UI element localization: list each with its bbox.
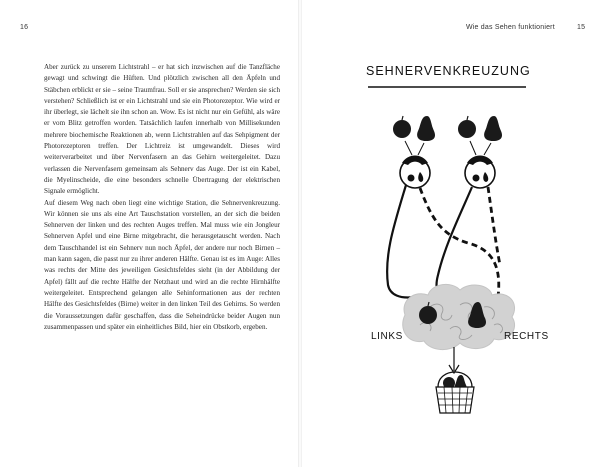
paragraph-2: Auf diesem Weg nach oben liegt eine wichtige Station, die Sehnervenkreuzung. Wir können sie uns als eine Art Tauschstation vorstellen, an der sich die beiden Sehnerven der linken und des rechten Auges treffen. Mal muss wie ein Jongleur Sehnerven Apfel und eine Birne mitgebracht, die herausgetauscht werden. Nach dem Tauschhandel ist ein Sehnerv nun noch Äpfel, der andere nur noch Birnen – man kann sagen, die passt nur zu ihrer anderen Hälfte. Genau ist es im Auge: Alles was rechts der Mitte des jeweiligen Gesichtsfeldes sieht (in der Abbildung der Apfel) fällt auf die rechte Hälfte der Netzhaut und wird an die rechte Hirnhälfte weitergeleitet. Entsprechend gelangen alle Sehinformationen aus der rechten Hälfte des Gesichtsfeldes (Birne) weiter in den linken Teil des Gehirns. So werden die Voraussetzungen dafür geschaffen, dass die Seheindrücke beider Augen nun zusammenpassen und später ein einheitliches Bild, hier ein Obstkorb, ergeben. [44, 198, 280, 331]
body-text [44, 62, 280, 333]
right-eye-icon [465, 155, 495, 188]
brain-icon [403, 284, 515, 349]
nerve-dashed-paths [420, 187, 500, 297]
right-page-number: 15 [577, 24, 586, 31]
fruit-basket-icon [436, 372, 474, 413]
figure-title: SEHNERVENKREUZUNG [366, 64, 531, 78]
left-fruit-pair-icon [393, 116, 435, 141]
book-gutter [298, 0, 302, 467]
nerve-solid-paths [387, 185, 472, 300]
right-fruit-pair-icon [458, 116, 502, 141]
left-page-number: 16 [20, 24, 29, 31]
running-title: Wie das Sehen funktioniert [466, 24, 555, 31]
down-arrow-icon [449, 347, 459, 373]
label-right: RECHTS [504, 331, 549, 342]
light-ray-arrows [405, 141, 491, 155]
optic-chiasm-diagram [360, 85, 550, 420]
left-eye-icon [400, 155, 430, 188]
label-left: LINKS [371, 331, 403, 342]
paragraph-1: Aber zurück zu unserem Lichtstrahl – er hat sich inzwischen auf die Tanzfläche gewagt und schwingt die Hüften. Und plötzlich zwischen all den Äpfeln und Stäbchen erblickt er sie – seine Traumfrau. Soll er sie ansprechen? Werden sie sich verstehen? Schließlich ist er ein Lichtstrahl und sie ein Photorezeptor. Wie wird er ihr überlegt, sie lächelt sie ihn schon an. Wow. Es ist nicht nur ein Gefühl, als wäre er vom Blitz getroffen worden. Tatsächlich laufen innerhalb von Millisekunden mehrere biochemische Reaktionen ab, wenn Lichtstrahlen auf das Sehpigment der Photorezeptoren treffen. Der Lichtreiz ist umgewandelt. Dieses wird weiterverarbeitet und über Nervenfasern an das Gehirn weitergeleitet. Dazu verlassen die Nervenfasern gemeinsam als Sehnerv das Auge. Der ist ein Kabel, die Myelinscheide, die eine besonders schnelle Übertragung der elektrischen Signale ermöglicht. [44, 63, 280, 196]
